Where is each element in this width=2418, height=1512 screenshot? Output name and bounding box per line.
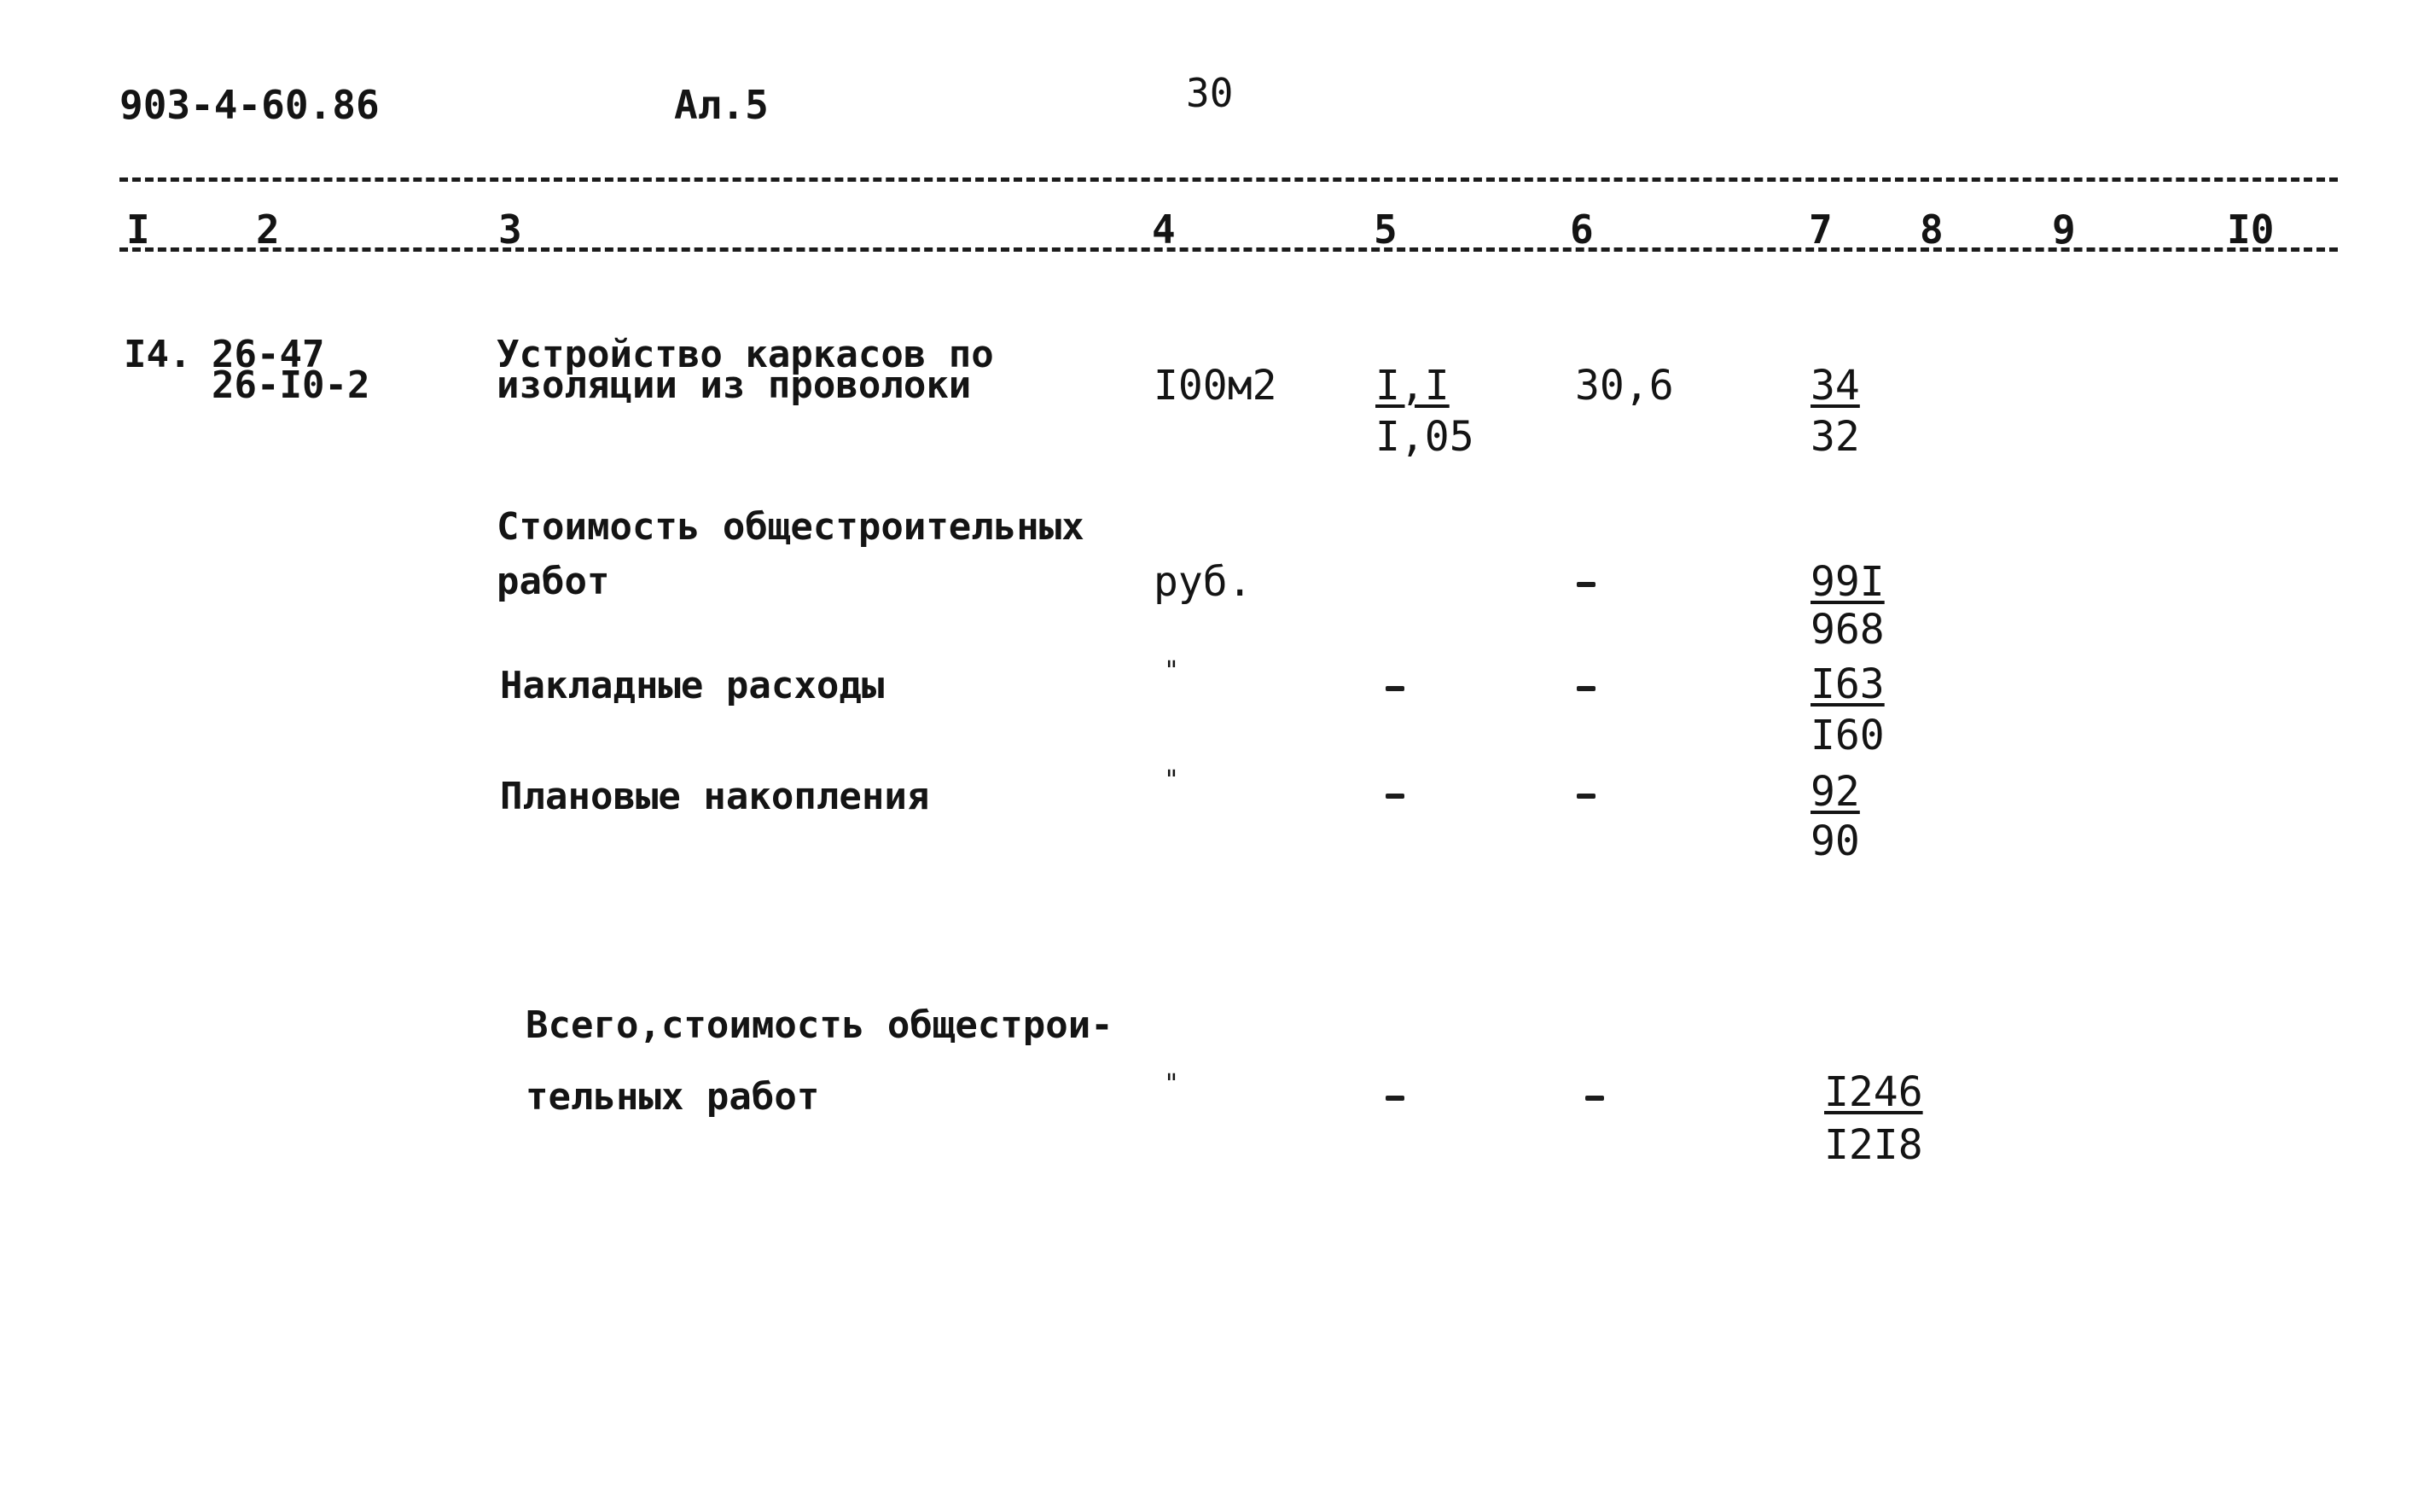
column-number: 8 [1920,206,1944,253]
total-unit-ditto: " [1164,1069,1180,1099]
column-number: 9 [2052,206,2076,253]
column-number: 3 [498,206,522,253]
item-cost-bottom: 32 [1811,413,1860,461]
page-number: 30 [1186,70,1234,116]
row-dash [1386,794,1404,799]
document-code: 903-4-60.86 [119,82,380,128]
column-number: 4 [1152,206,1176,253]
column-number: 5 [1374,206,1398,253]
item-code: 26-47 [212,333,325,376]
row-dash [1577,582,1596,587]
album-number: Ал.5 [674,82,769,128]
column-header-rule [119,247,2338,252]
item-price: 30,6 [1575,362,1674,410]
total-value-top: I246 [1824,1068,1923,1116]
item-unit: I00м2 [1154,362,1277,410]
row-value-top: 92 [1811,768,1860,816]
item-description: Устройство каркасов по [497,333,994,376]
top-dashed-rule [119,177,2338,182]
row-unit-ditto: " [1164,656,1180,686]
column-number: I [126,206,150,253]
total-label: Всего,стоимость общестрои- [526,1003,1113,1047]
row-dash [1577,794,1596,799]
row-value-top: 99I [1811,558,1885,606]
total-dash [1386,1096,1404,1101]
total-label: тельных работ [526,1075,820,1119]
row-dash [1386,686,1404,691]
row-value-bottom: 90 [1811,817,1860,865]
row-unit-ditto: " [1164,765,1180,795]
row-label: Накладные расходы [500,664,885,707]
row-label: Плановые накопления [500,775,930,818]
row-dash [1577,686,1596,691]
column-number: 7 [1809,206,1833,253]
item-coefficient-bottom: I,05 [1375,413,1474,461]
row-label: Стоимость общестроительных [497,505,1084,549]
item-description: изоляции из проволоки [497,363,972,407]
row-value-top: I63 [1811,660,1885,708]
row-value-bottom: 968 [1811,606,1885,654]
row-value-bottom: I60 [1811,712,1885,759]
row-unit: руб. [1154,558,1253,606]
column-number: 2 [256,206,280,253]
item-number: I4. [124,333,192,376]
item-code: 26-I0-2 [212,363,370,407]
total-value-bottom: I2I8 [1824,1121,1923,1169]
total-dash [1585,1096,1604,1101]
item-cost-top: 34 [1811,362,1860,410]
column-number: I0 [2227,206,2275,253]
row-label: работ [497,560,610,603]
column-number: 6 [1570,206,1594,253]
item-coefficient-top: I,I [1375,362,1450,410]
